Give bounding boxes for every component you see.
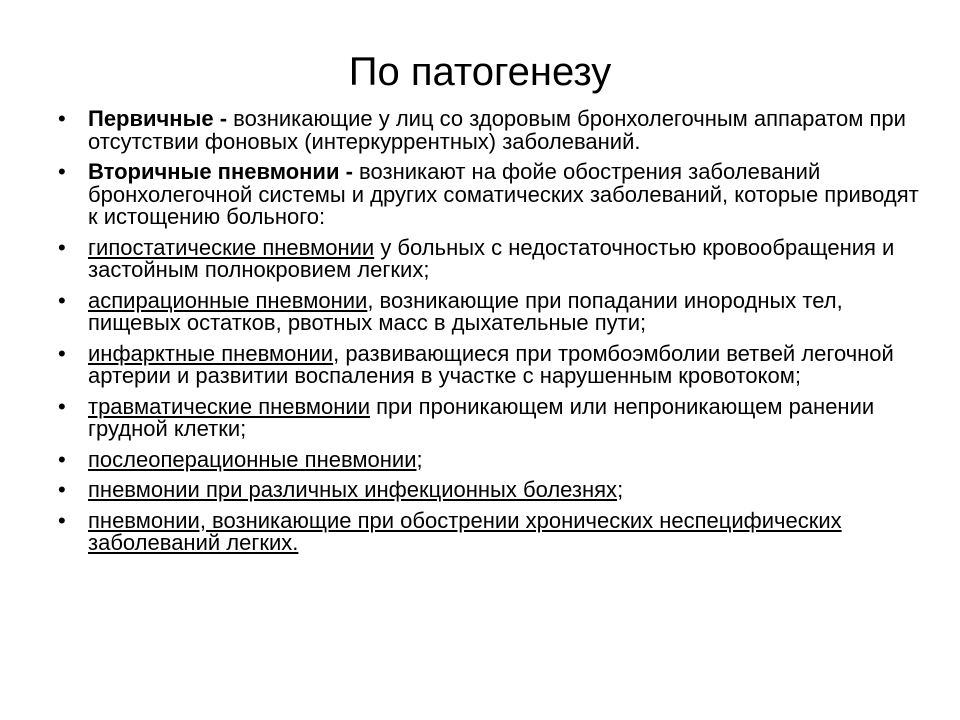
list-item — [50, 287, 920, 335]
item-text: , развивающиеся при тромбоэмболии ветвей легочной артерии и развитии воспаления в участке с нарушенным кровотоком; — [88, 340, 894, 388]
list-item — [50, 479, 920, 502]
item-lead: послеоперационные пневмонии — [88, 446, 417, 472]
bullet-icon: • — [58, 287, 66, 313]
bullet-icon: • — [58, 159, 66, 184]
bullet-icon: • — [58, 106, 66, 131]
item-lead: аспирационные пневмонии — [88, 287, 368, 313]
bullet-icon: • — [58, 477, 66, 502]
bullet-icon: • — [58, 234, 66, 260]
item-lead: пневмонии при различных инфекционных болезнях — [88, 477, 618, 502]
bullet-icon: • — [58, 393, 66, 419]
item-lead: пневмонии, возникающие при обострении хронических неспецифических заболеваний легких. — [88, 507, 842, 555]
bullet-icon: • — [58, 446, 66, 472]
item-text: ; — [416, 446, 423, 472]
list-item — [50, 108, 920, 153]
item-text: возникающие у лиц со здоровым бронхолегочным аппаратом при отсутствии фоновых (интеркуррентных) заболеваний. — [88, 106, 906, 154]
item-lead: Первичные - — [88, 106, 234, 131]
item-text: при проникающем или непроникающем ранении грудной клетки; — [88, 393, 875, 441]
list-item — [50, 446, 920, 472]
item-lead: травматические пневмонии — [88, 393, 371, 419]
slide-title: По патогенезу — [348, 50, 612, 94]
list-item — [50, 340, 920, 388]
list-item — [50, 161, 920, 229]
item-lead: гипостатические пневмонии — [88, 234, 375, 260]
bullet-list — [50, 108, 920, 563]
item-lead: инфарктные пневмонии — [88, 340, 334, 366]
list-item — [50, 234, 920, 282]
bullet-icon: • — [58, 340, 66, 366]
bullet-icon: • — [58, 507, 66, 533]
list-item — [50, 393, 920, 441]
item-text: ; — [617, 477, 624, 502]
item-lead: Вторичные пневмонии - — [88, 159, 360, 184]
item-text: у больных с недостаточностью кровообращения и застойным полнокровием легких; — [88, 234, 895, 282]
item-text: , возникающие при попадании инородных тел, пищевых остатков, рвотных масс в дыхательные пути; — [88, 287, 843, 335]
item-text: возникают на фойе обострения заболеваний бронхолегочной системы и других соматических заболеваний, которые приводят к истощению больного: — [88, 159, 919, 229]
list-item — [50, 507, 920, 555]
